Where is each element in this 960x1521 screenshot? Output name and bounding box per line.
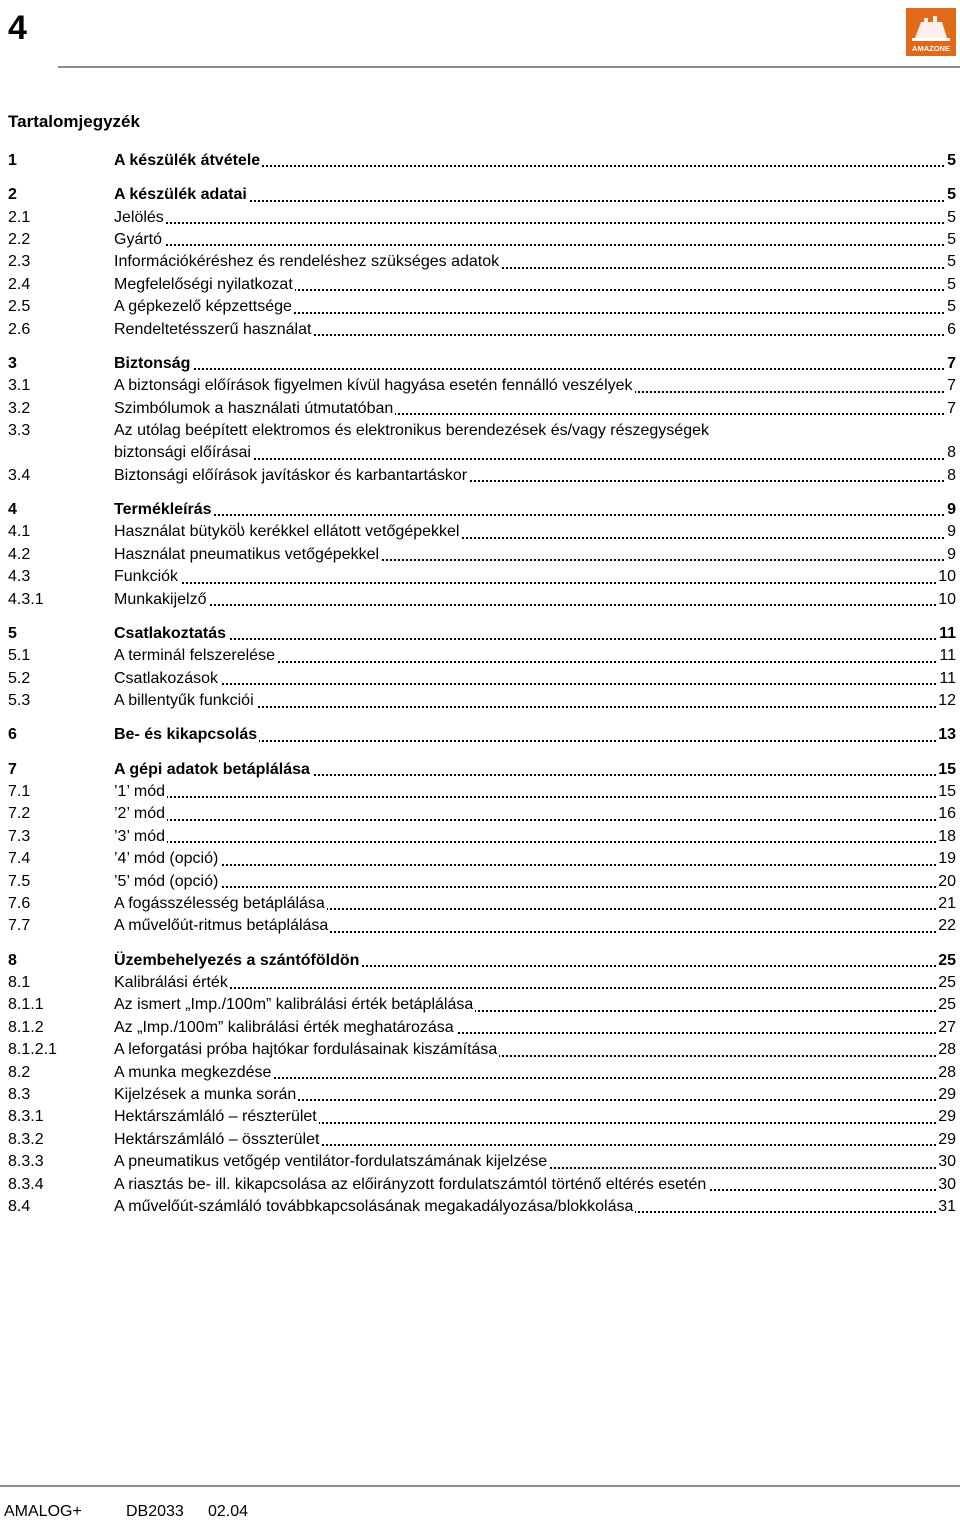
toc-entry-number: 7	[8, 760, 17, 778]
toc-entry-title: A gépkezelő képzettsége	[114, 298, 292, 316]
toc-entry-number: 6	[8, 726, 17, 744]
toc-entry-page: 20	[936, 871, 956, 893]
toc-entry-body	[114, 848, 956, 870]
toc-entry-page: 9	[945, 499, 956, 521]
toc-entry-page: 30	[936, 1174, 956, 1196]
toc-entry-number: 8.3.1	[8, 1108, 44, 1126]
toc-entry-title: Biztonsági előírások javításkor és karbantartáskor	[114, 466, 468, 484]
toc-entry-page: 15	[936, 759, 956, 781]
toc-entry-title: Hektárszámláló – összterület	[114, 1130, 320, 1148]
toc-entry[interactable]	[8, 1084, 956, 1106]
toc-entry-number: 7.4	[8, 850, 31, 868]
toc-entry[interactable]	[8, 1062, 956, 1084]
toc-entry-number: 4.3.1	[8, 590, 44, 608]
toc-entry-number: 3.3	[8, 422, 31, 440]
toc-entry[interactable]	[8, 759, 956, 781]
toc-entry-number: 4.2	[8, 545, 31, 563]
toc-entry[interactable]	[8, 1106, 956, 1128]
toc-entry[interactable]	[8, 690, 956, 712]
toc-entry[interactable]	[8, 566, 956, 588]
toc-entry[interactable]	[8, 871, 956, 893]
toc-entry-number: 2.2	[8, 231, 31, 249]
header-rule	[58, 66, 960, 68]
toc-entry-number: 3.1	[8, 377, 31, 395]
toc-entry-body	[114, 950, 956, 972]
toc-entry-body	[114, 296, 956, 318]
toc-entry[interactable]	[8, 207, 956, 229]
toc-entry[interactable]	[8, 994, 956, 1016]
toc-entry-page: 8	[945, 442, 956, 464]
toc-entry[interactable]	[8, 915, 956, 937]
toc-entry[interactable]	[8, 589, 956, 611]
toc-entry[interactable]	[8, 1017, 956, 1039]
toc-entry-page: 11	[937, 645, 956, 667]
toc-entry-title: ’4’ mód (opció)	[114, 850, 219, 868]
toc-entry-body	[114, 972, 956, 994]
toc-entry-number: 4.1	[8, 523, 31, 541]
toc-entry-page: 28	[936, 1039, 956, 1061]
toc-entry[interactable]	[8, 150, 956, 172]
toc-entry[interactable]	[8, 229, 956, 251]
toc-entry[interactable]	[8, 893, 956, 915]
toc-entry-page: 9	[945, 544, 956, 566]
toc-entry-page: 30	[936, 1151, 956, 1173]
toc-entry-title: A terminál felszerelése	[114, 647, 275, 665]
toc-entry[interactable]	[8, 724, 956, 746]
toc-entry-number: 8.3	[8, 1086, 31, 1104]
toc-entry-body	[114, 803, 956, 825]
toc-entry-body	[114, 499, 956, 521]
toc-entry-title: A készülék adatai	[114, 186, 247, 204]
toc-entry-number: 8.1.2	[8, 1018, 44, 1036]
logo-text: AMAZONE	[912, 44, 950, 53]
toc-entry[interactable]	[8, 668, 956, 690]
toc-entry-body	[114, 893, 956, 915]
toc-entry[interactable]	[8, 319, 956, 341]
toc-entry-title: Be- és kikapcsolás	[114, 726, 258, 744]
toc-entry-number: 8.1	[8, 973, 31, 991]
toc-entry[interactable]	[8, 251, 956, 273]
toc-entry-number: 4	[8, 501, 17, 519]
toc-entry-body	[114, 465, 956, 487]
toc-entry-page: 5	[945, 229, 956, 251]
toc-entry-number: 2.1	[8, 208, 31, 226]
toc-entry-title: Rendeltetésszerű használat	[114, 320, 312, 338]
toc-entry-body	[114, 375, 956, 397]
toc-entry-page: 18	[936, 826, 956, 848]
toc-entry[interactable]	[8, 375, 956, 397]
toc-entry-body	[114, 1174, 956, 1196]
toc-entry-title: A billentyűk funkciói	[114, 692, 254, 710]
toc-entry-body	[114, 229, 956, 251]
toc-entry-number: 2.6	[8, 320, 31, 338]
toc-entry-body	[114, 915, 956, 937]
toc-entry[interactable]	[8, 274, 956, 296]
toc-entry-body	[114, 1084, 956, 1106]
toc-entry-title: A munka megkezdése	[114, 1063, 272, 1081]
toc-entry-page: 28	[936, 1062, 956, 1084]
toc-entry-number: 4.3	[8, 568, 31, 586]
toc-entry-number: 7.7	[8, 917, 31, 935]
toc-entry[interactable]	[8, 972, 956, 994]
toc-entry-page: 6	[945, 319, 956, 341]
toc-entry-title: Használat pneumatikus vetőgépekkel	[114, 545, 380, 563]
toc-entry-body	[114, 319, 956, 341]
toc-entry-title: Biztonság	[114, 354, 191, 372]
toc-entry-title: Kalibrálási érték	[114, 973, 228, 991]
toc-entry[interactable]	[8, 645, 956, 667]
toc-entry-title: Az „Imp./100m” kalibrálási érték meghatározása	[114, 1018, 454, 1036]
toc-entry-title: A biztonsági előírások figyelmen kívül hagyása esetén fennálló veszélyek	[114, 377, 633, 395]
toc-entry-body	[114, 1151, 956, 1173]
toc-entry-page: 15	[936, 781, 956, 803]
toc-entry-page: 11	[937, 623, 956, 645]
toc-entry-title: Csatlakozások	[114, 669, 219, 687]
toc-entry-number: 7.1	[8, 782, 31, 800]
toc-entry-page: 7	[945, 353, 956, 375]
toc-entry[interactable]	[8, 950, 956, 972]
toc-entry-page: 9	[945, 521, 956, 543]
toc-entry-number: 8.2	[8, 1063, 31, 1081]
toc-entry-number: 2.5	[8, 298, 31, 316]
toc-entry-title: Munkakijelző	[114, 590, 207, 608]
toc-entry-page: 5	[945, 251, 956, 273]
toc-entry-title: Használat bütyköს kerékkel ellátott vetőgépekkel	[114, 523, 460, 541]
toc-entry-number: 2	[8, 186, 17, 204]
toc-entry-body	[114, 544, 956, 566]
toc-entry-title: Az utólag beépített elektromos és elektronikus berendezések és/vagy részegységek	[114, 422, 709, 440]
toc-entry-page: 31	[936, 1196, 956, 1218]
toc-entry-page: 27	[936, 1017, 956, 1039]
toc-entry-body	[114, 781, 956, 803]
toc-entry[interactable]	[8, 544, 956, 566]
toc-entry-number: 2.3	[8, 253, 31, 271]
toc-entry-body	[114, 994, 956, 1016]
toc-entry-body	[114, 566, 956, 588]
toc-entry-number: 5.1	[8, 647, 31, 665]
toc-entry[interactable]	[8, 1196, 956, 1218]
toc-entry[interactable]	[8, 1129, 956, 1151]
toc-entry-body	[114, 645, 956, 667]
footer-doc-id: DB2033	[126, 1503, 184, 1520]
toc-entry-number: 8.1.1	[8, 996, 44, 1014]
toc-entry[interactable]	[8, 521, 956, 543]
toc-entry-page: 29	[936, 1129, 956, 1151]
toc-entry-title: Hektárszámláló – részterület	[114, 1108, 317, 1126]
toc-entry-number: 7.2	[8, 805, 31, 823]
toc-entry-number: 7.6	[8, 894, 31, 912]
toc-entry-page: 7	[945, 398, 956, 420]
toc-entry-body	[114, 1196, 956, 1218]
toc-entry-number: 8.1.2.1	[8, 1041, 57, 1059]
toc-entry-number: 7.3	[8, 827, 31, 845]
toc-entry-title: Kijelzések a munka során	[114, 1086, 297, 1104]
toc-entry[interactable]	[8, 803, 956, 825]
toc-entry-body	[114, 150, 956, 172]
toc-entry[interactable]	[8, 1174, 956, 1196]
page-number: 4	[8, 9, 27, 47]
toc-entry-title: Funkciók	[114, 568, 179, 586]
amazone-logo-icon	[906, 8, 956, 56]
toc-entry-body	[114, 589, 956, 611]
toc-entry[interactable]	[8, 623, 956, 645]
toc-entry-page: 5	[945, 150, 956, 172]
toc-entry-title: ’1’ mód	[114, 782, 165, 800]
toc-entry-number: 5.2	[8, 669, 31, 687]
toc-entry-title: A művelőút-számláló továbbkapcsolásának megakadályozása/blokkolása	[114, 1198, 634, 1216]
footer-product: AMALOG+	[4, 1503, 82, 1520]
toc-entry-title: Jelölés	[114, 208, 164, 226]
toc-entry-body	[114, 420, 956, 465]
toc-entry-title: A készülék átvétele	[114, 152, 261, 169]
toc-entry-number: 3.2	[8, 399, 31, 417]
toc-entry-page: 7	[945, 375, 956, 397]
toc-entry-page: 10	[936, 566, 956, 588]
toc-entry-page: 13	[936, 724, 956, 746]
toc-entry-number: 8.3.4	[8, 1175, 44, 1193]
toc-entry-title: A művelőút-ritmus betáplálása	[114, 917, 329, 935]
toc-entry-title: A riasztás be- ill. kikapcsolása az előirányzott fordulatszámtól történő eltérés esetén	[114, 1175, 707, 1193]
footer-date: 02.04	[208, 1503, 249, 1520]
toc-entry-body	[114, 274, 956, 296]
toc-entry-body	[114, 521, 956, 543]
toc-entry-body	[114, 668, 956, 690]
toc-entry-page: 25	[936, 950, 956, 972]
toc-entry-body	[114, 690, 956, 712]
toc-entry-body	[114, 1039, 956, 1061]
toc-entry-number: 7.5	[8, 872, 31, 890]
toc-entry-body	[114, 184, 956, 206]
toc-entry-title: Az ismert „Imp./100m” kalibrálási érték betáplálása	[114, 996, 474, 1014]
toc-entry-body	[114, 1106, 956, 1128]
toc-entry-body	[114, 207, 956, 229]
toc-entry-page: 5	[945, 274, 956, 296]
toc-entry-number: 8.4	[8, 1198, 31, 1216]
toc-entry-page: 5	[945, 184, 956, 206]
toc-entry-page: 25	[936, 972, 956, 994]
toc-entry-number: 1	[8, 152, 17, 169]
toc-entry-number: 5.3	[8, 692, 31, 710]
toc-entry-body	[114, 1017, 956, 1039]
toc-entry[interactable]	[8, 184, 956, 206]
toc-entry-title: A pneumatikus vetőgép ventilátor-fordulatszámának kijelzése	[114, 1153, 548, 1171]
toc-entry-page: 22	[936, 915, 956, 937]
toc-entry-title: A gépi adatok betáplálása	[114, 760, 310, 778]
toc-entry-body	[114, 759, 956, 781]
toc-entry[interactable]	[8, 781, 956, 803]
toc-entry-page: 11	[937, 668, 956, 690]
toc-entry-body	[114, 871, 956, 893]
toc-entry[interactable]	[8, 420, 956, 465]
toc-entry-page: 8	[945, 465, 956, 487]
toc-entry[interactable]	[8, 1039, 956, 1061]
table-of-contents	[8, 150, 956, 1218]
toc-entry[interactable]	[8, 465, 956, 487]
toc-entry-number: 8.3.2	[8, 1130, 44, 1148]
toc-entry-body	[114, 623, 956, 645]
toc-entry-number: 3.4	[8, 466, 31, 484]
toc-entry-body	[114, 398, 956, 420]
toc-entry-title: ’2’ mód	[114, 805, 165, 823]
toc-entry-title: Üzembehelyezés a szántóföldön	[114, 951, 360, 969]
toc-entry-title: A leforgatási próba hajtókar fordulásainak kiszámítása	[114, 1041, 498, 1059]
toc-entry-page: 5	[945, 296, 956, 318]
toc-entry-title: Szimbólumok a használati útmutatóban	[114, 399, 394, 417]
toc-entry-body	[114, 251, 956, 273]
toc-entry-page: 21	[936, 893, 956, 915]
footer	[0, 1485, 960, 1520]
toc-entry[interactable]	[8, 499, 956, 521]
toc-entry-body	[114, 1129, 956, 1151]
toc-entry-page: 5	[945, 207, 956, 229]
toc-entry-body	[114, 1062, 956, 1084]
toc-entry-title-continued: biztonsági előírásai	[114, 444, 251, 462]
toc-entry-title: Csatlakoztatás	[114, 624, 227, 642]
toc-entry-title: Információkéréshez és rendeléshez szükséges adatok	[114, 253, 500, 271]
toc-entry-page: 25	[936, 994, 956, 1016]
toc-entry-number: 5	[8, 624, 17, 642]
toc-entry[interactable]	[8, 1151, 956, 1173]
toc-entry-page: 10	[936, 589, 956, 611]
toc-entry[interactable]	[8, 398, 956, 420]
toc-entry-title: Termékleírás	[114, 501, 212, 519]
toc-entry-body	[114, 826, 956, 848]
toc-entry-page: 29	[936, 1106, 956, 1128]
toc-title: Tartalomjegyzék	[8, 112, 140, 131]
toc-entry-title: Gyártó	[114, 231, 163, 249]
toc-entry-title: A fogásszélesség betáplálása	[114, 894, 325, 912]
toc-entry[interactable]	[8, 826, 956, 848]
toc-entry[interactable]	[8, 848, 956, 870]
toc-entry-page: 29	[936, 1084, 956, 1106]
toc-entry-title: Megfelelőségi nyilatkozat	[114, 275, 293, 293]
toc-entry-body	[114, 724, 956, 746]
toc-entry-page: 19	[936, 848, 956, 870]
toc-entry-number: 8	[8, 951, 17, 969]
toc-entry-number: 3	[8, 354, 17, 372]
toc-entry-body	[114, 353, 956, 375]
toc-entry[interactable]	[8, 296, 956, 318]
toc-entry-number: 2.4	[8, 275, 31, 293]
toc-entry-title: ’5’ mód (opció)	[114, 872, 219, 890]
toc-entry-title: ’3’ mód	[114, 827, 165, 845]
toc-entry-number: 8.3.3	[8, 1153, 44, 1171]
toc-entry-page: 16	[936, 803, 956, 825]
toc-entry-page: 12	[936, 690, 956, 712]
toc-entry[interactable]	[8, 353, 956, 375]
